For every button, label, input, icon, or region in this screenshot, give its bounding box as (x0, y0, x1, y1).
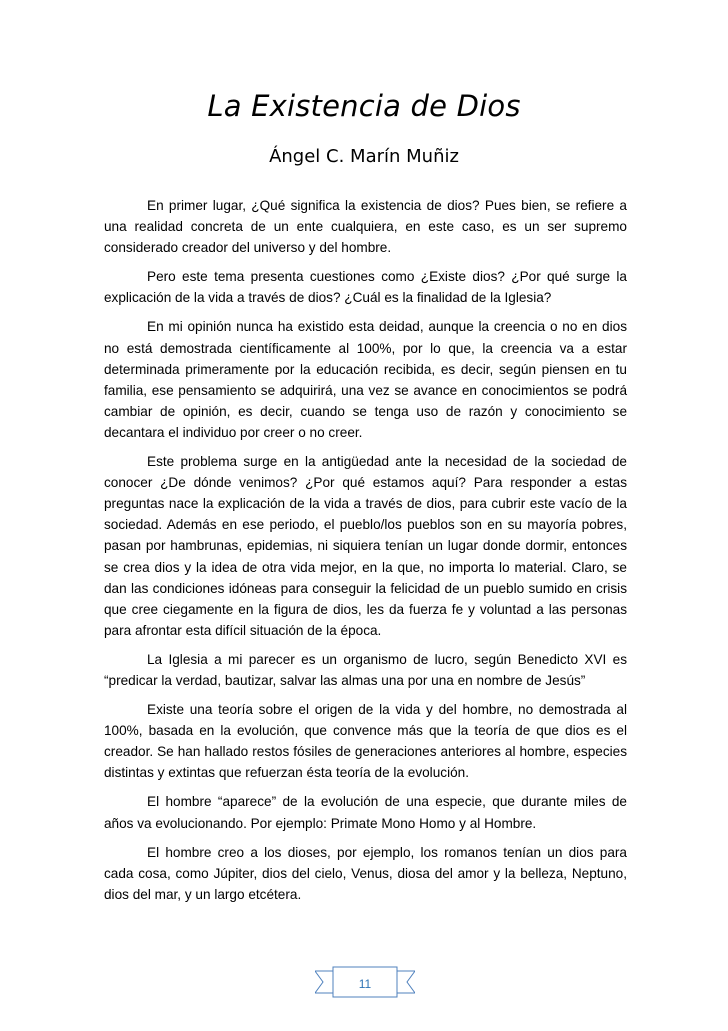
page-number: 11 (358, 977, 372, 991)
document-title: La Existencia de Dios (207, 89, 521, 123)
paragraph-2: Pero este tema presenta cuestiones como ¿Existe dios? ¿Por qué surge la explicación de la vida a través de dios? ¿Cuál es la finalidad de la Iglesia? (104, 269, 627, 306)
paragraph-7: El hombre “aparece” de la evolución de una especie, que durante miles de años va evolucionando. Por ejemplo: Primate Mono Homo y al Hombre. (104, 794, 627, 831)
paragraph-1: En primer lugar, ¿Qué significa la existencia de dios? Pues bien, se refiere a una realidad concreta de un ente cualquiera, en este caso, es un ser supremo considerado creador del universo y del hombre. (104, 198, 627, 256)
page-number-banner (315, 965, 415, 1003)
paragraph-5: La Iglesia a mi parecer es un organismo de lucro, según Benedicto XVI es “predicar la verdad, bautizar, salvar las almas una por una en nombre de Jesús” (104, 651, 627, 688)
document-author: Ángel C. Marín Muñiz (269, 146, 459, 167)
document-body (104, 195, 627, 913)
paragraph-8: El hombre creo a los dioses, por ejemplo, los romanos tenían un dios para cada cosa, como Júpiter, dios del cielo, Venus, diosa del amor y la belleza, Neptuno, dios del mar, y un largo etcétera. (104, 844, 627, 902)
paragraph-6: Existe una teoría sobre el origen de la vida y del hombre, no demostrada al 100%, basada en la evolución, que convence más que la teoría de que dios es el creador. Se han hallado restos fósiles de generaciones anteriores al hombre, especies distintas y extintas que refuerzan ésta teoría de la evolución. (104, 702, 627, 781)
paragraph-4: Este problema surge en la antigüedad ante la necesidad de la sociedad de conocer ¿De dónde venimos? ¿Por qué estamos aquí? Para responder a estas preguntas nace la explicación de la vida a través de dios, para cubrir este vacío de la sociedad. Además en ese periodo, el pueblo/los pueblos son en su mayoría pobres, pasan por hambrunas, epidemias, ni siquiera tenían un lugar donde dormir, entonces se crea dios y la idea de otra vida mejor, en la que, no importa lo material. Claro, se dan las condiciones idóneas para conseguir la felicidad de un pueblo sumido en crisis que cree ciegamente en la figura de dios, les da fuerza fe y voluntad a las personas para afrontar esta difícil situación de la época. (104, 454, 627, 638)
paragraph-3: En mi opinión nunca ha existido esta deidad, aunque la creencia o no en dios no está demostrada científicamente al 100%, por lo que, la creencia va a estar determinada primeramente por la educación recibida, es decir, según piensen en tu familia, ese pensamiento se adquirirá, una vez se avance en conocimientos se podrá cambiar de opinión, es decir, cuando se tenga uso de razón y conocimiento se decantara el individuo por creer o no creer. (104, 319, 627, 440)
